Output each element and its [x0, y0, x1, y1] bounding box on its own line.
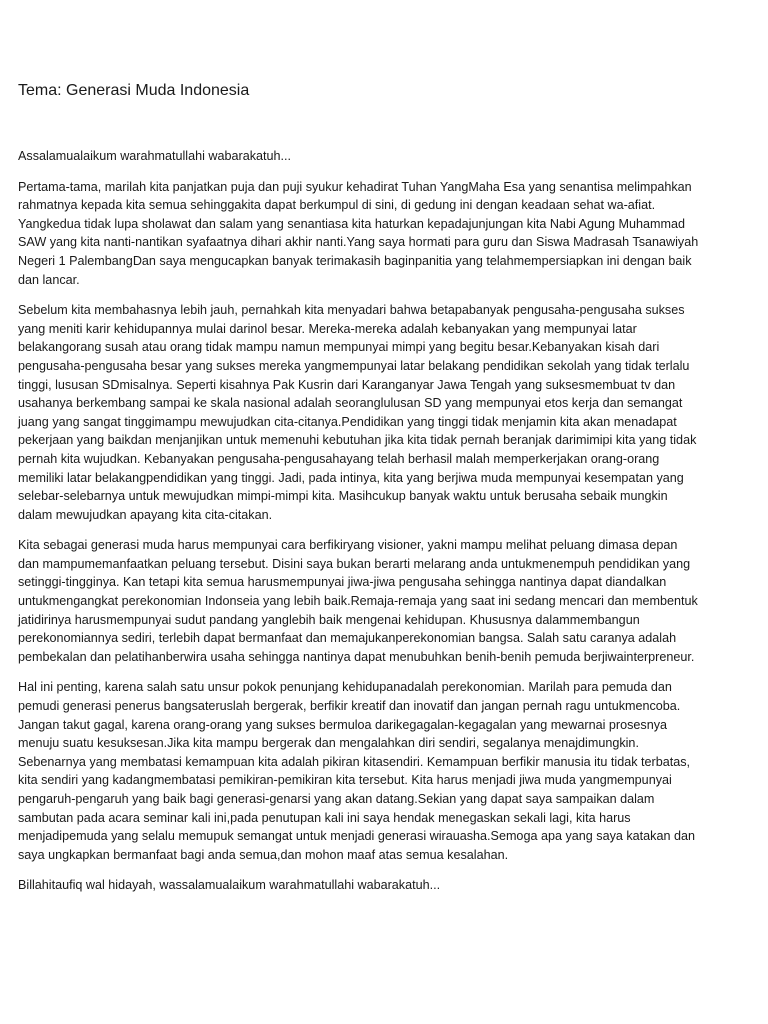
closing-paragraph: Billahitaufiq wal hidayah, wassalamualaikum warahmatullahi wabarakatuh...	[18, 878, 441, 893]
body-paragraph: Kita sebagai generasi muda harus mempunyai cara berfikiryang visioner, yakni mampu melihat peluang dimasa depan dan mampumemanfaatkan peluang tersebut. Disini saya bukan berarti melarang anda untukmenempuh pendidikan yang setinggi-tingginya. Kan tetapi kita semua harusmempunyai jiwa-jiwa pengusaha sehingga nantinya dapat diandalkan untukmengangkat perekonomian Indonseia yang lebih baik.Remaja-remaja yang saat ini sedang mencari dan membentuk jatidirinya harusmempunyai sudut pandang yanglebih baik mengenai kehidupan. Khususnya dalammembangun perekonomiannya sediri, terlebih dapat bermanfaat dan memajukanperekonomian bangsa. Salah satu caranya adalah pembekalan dan pelatihanberwira usaha sehingga nantinya dapat menubuhkan benih-benih pemuda berjiwainterpreneur.	[18, 538, 698, 664]
greeting-paragraph: Assalamualaikum warahmatullahi wabarakatuh...	[18, 149, 291, 163]
document-title: Tema: Generasi Muda Indonesia	[18, 82, 250, 99]
body-paragraph: Hal ini penting, karena salah satu unsur pokok penunjang kehidupanadalah perekonomian. Marilah para pemuda dan pemudi generasi penerus bangsateruslah bergerak, berfikir kreatif dan inovatif dan jangan pernah ragu untukmencoba. Jangan takut gagal, karena orang-orang yang sukses bermuloa darikegagalan-kegagalan yang mewarnai prosesnya menuju suatu kesuksesan.Jika kita mampu bergerak dan mengalahkan diri sendiri, segalanya menajdimungkin. Sebenarnya yang membatasi kemampuan kita adalah pikiran kitasendiri. Kemampuan berfikir manusia itu tidak terbatas, kita sendiri yang kadangmembatasi pemikiran-pemikiran kita tersebut. Kita harus menjadi jiwa muda yangmempunyai pengaruh-pengaruh yang baik bagi generasi-genarsi yang akan datang.Sekian yang dapat saya sampaikan dalam sambutan pada acara seminar kali ini,pada penutupan kali ini saya hendak menegaskan sekali lagi, kita harus menjadipemuda yang selalu memupuk semangat untuk menjadi generasi wirauasha.Semoga apa yang saya katakan dan saya ungkapkan bermanfaat bagi anda semua,dan mohon maaf atas semua kesalahan.	[18, 680, 695, 862]
document-body	[18, 147, 700, 907]
body-paragraph: Sebelum kita membahasnya lebih jauh, pernahkah kita menyadari bahwa betapabanyak pengusaha-pengusaha sukses yang meniti karir kehidupannya mulai darinol besar. Mereka-mereka adalah kebanyakan yang mempunyai latar belakangorang susah atau orang tidak mampu namun mempunyai mimpi yang begitu besar.Kebanyakan kisah dari pengusaha-pengusaha besar yang sukses mereka yangmempunyai latar belakang pendidikan sekolah yang tidak terlalu tinggi, lususan SDmisalnya. Seperti kisahnya Pak Kusrin dari Karanganyar Jawa Tengah yang suksesmembuat tv dan usahanya berkembang sampai ke skala nasional adalah seoranglulusan SD yang mempunyai etos kerja dan semangat juang yang sangat tinggimampu mewujudkan cita-citanya.Pendidikan yang tinggi tidak menjamin kita akan menadapat pekerjaan yang baikdan menjanjikan untuk memenuhi kebutuhan jika kita tidak pernah beranjak darimimipi kita yang tidak pernah kita wujudkan. Kebanyakan pengusaha-pengusahayang telah berhasil malah memperkerjakan orang-orang memiliki latar belakangpendidikan yang tinggi. Jadi, pada intinya, kita yang berjiwa muda mempunyai kesempatan yang selebar-selebarnya untuk mewujudkan mimpi-mimpi kita. Masihcukup banyak waktu untuk berusaha sebaik mungkin dalam mewujudkan apayang kita cita-citakan.	[18, 303, 697, 522]
body-paragraph: Pertama-tama, marilah kita panjatkan puja dan puji syukur kehadirat Tuhan YangMaha Esa yang senantisa melimpahkan rahmatnya kepada kita semua sehinggakita dapat berkumpul di sini, di gedung ini dengan keadaan sehat wa-afiat. Yangkedua tidak lupa sholawat dan salam yang senantiasa kita haturkan kepadajunjungan kita Nabi Agung Muhammad SAW yang kita nanti-nantikan syafaatnya dihari akhir nanti.Yang saya hormati para guru dan Siswa Madrasah Tsanawiyah Negeri 1 PalembangDan saya mengucapkan banyak terimakasih baginpanitia yang telahmempersiapkan ini dengan baik dan lancar.	[18, 179, 699, 287]
